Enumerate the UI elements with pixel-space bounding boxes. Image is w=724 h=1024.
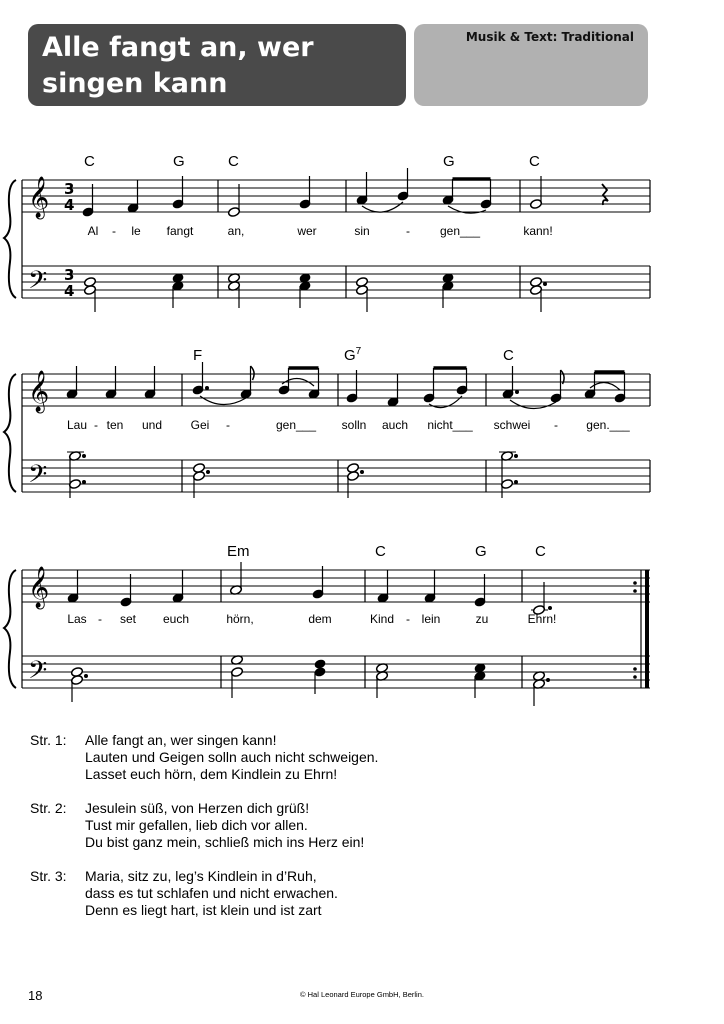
verse-line: Lauten und Geigen solln auch nicht schweigen.: [85, 749, 379, 765]
barlines: [22, 570, 522, 688]
lyrics: [67, 418, 630, 432]
time-signature: [64, 180, 74, 300]
lyric: Kind: [369, 612, 395, 626]
verse: [30, 732, 690, 783]
lyric: Al: [87, 224, 99, 238]
verse: [30, 800, 690, 851]
repeat-barline: [633, 570, 649, 688]
barlines: [22, 180, 650, 298]
lyric: le: [131, 224, 141, 238]
treble-clef: 𝄞: [28, 177, 50, 218]
bass-clef: 𝄢: [28, 460, 48, 495]
lyrics: [88, 224, 553, 238]
lyric: hörn,: [226, 612, 254, 626]
svg-text:4: 4: [64, 196, 75, 214]
lyric: wer: [297, 224, 317, 238]
verse-lines: [85, 868, 338, 919]
brace: [4, 180, 16, 298]
lyric: -: [406, 612, 410, 626]
chord-symbol: C: [84, 153, 95, 170]
lyric: sin: [354, 224, 370, 238]
bass-clef: 𝄢: [28, 266, 48, 301]
treble-staff: [22, 180, 650, 212]
composer-credit: Musik & Text: Traditional: [465, 30, 634, 44]
page-number: 18: [28, 988, 43, 1003]
chord-symbol: C: [375, 543, 386, 560]
lyric: -: [94, 418, 98, 432]
chord-symbol: Em: [227, 543, 250, 560]
verse-line: Alle fangt an, wer singen kann!: [85, 732, 277, 748]
verse-line: Lasset euch hörn, dem Kindlein zu Ehrn!: [85, 766, 338, 782]
lyric: -: [226, 418, 230, 432]
lyric: -: [98, 612, 102, 626]
lyric: gen___: [439, 224, 481, 238]
lyric: Ehrn!: [527, 612, 557, 626]
brace: [4, 374, 16, 492]
verse-line: Denn es liegt hart, ist klein und ist zart: [85, 902, 322, 918]
system-3: [4, 543, 650, 706]
chord-symbol: C: [529, 153, 540, 170]
chord-symbol: C: [503, 347, 514, 364]
treble-clef: 𝄞: [28, 567, 50, 608]
treble-clef: 𝄞: [28, 371, 50, 412]
lyric: und: [141, 418, 163, 432]
system-2: [4, 346, 650, 498]
system-1: [4, 153, 650, 312]
bass-notes: [84, 273, 547, 312]
chord-symbol: C: [535, 543, 546, 560]
lyric: an,: [227, 224, 245, 238]
treble-notes: [66, 362, 626, 407]
barlines: [22, 374, 650, 492]
lyric: -: [406, 224, 410, 238]
chord-symbol: C: [228, 153, 239, 170]
verse-line: Jesulein süß, von Herzen dich grüß!: [85, 800, 310, 816]
chord-symbol: G: [443, 153, 455, 170]
bass-clef: 𝄢: [28, 656, 48, 691]
lyric: Lau: [66, 418, 88, 432]
chord-symbol: G: [475, 543, 487, 560]
copyright-notice: © Hal Leonard Europe GmbH, Berlin.: [300, 990, 424, 999]
lyric: gen.___: [586, 418, 630, 432]
verse-line: Du bist ganz mein, schließ mich ins Herz ein!: [85, 834, 365, 850]
chord-extension: 7: [355, 346, 362, 357]
verse-lines: [85, 800, 364, 851]
svg-text:3: 3: [64, 180, 75, 198]
lyric: set: [119, 612, 137, 626]
bass-staff: [22, 656, 650, 688]
chord-symbols: [193, 346, 514, 364]
lyric: euch: [162, 612, 190, 626]
bass-notes: [67, 451, 518, 498]
slurs: [200, 378, 620, 408]
treble-notes: [81, 168, 608, 217]
chord-symbol: G: [173, 153, 185, 170]
bass-staff: [22, 266, 650, 298]
chord-symbols: [227, 543, 546, 560]
treble-staff: [22, 570, 650, 602]
bass-staff: [22, 460, 650, 492]
svg-text:3: 3: [64, 266, 75, 284]
lyric: schwei: [493, 418, 531, 432]
brace: [4, 570, 16, 688]
verse-label: Str. 1:: [30, 732, 67, 748]
chord-symbols: [84, 153, 540, 170]
chord-symbol: F: [193, 347, 203, 364]
chord-symbol: [344, 346, 362, 364]
lyric: fangt: [166, 224, 194, 238]
verse-label: Str. 3:: [30, 868, 67, 884]
lyric: auch: [381, 418, 409, 432]
verses-section: [30, 732, 690, 936]
lyric: Gei: [190, 418, 210, 432]
verse-label: Str. 2:: [30, 800, 67, 816]
chord-symbol-g7: G: [344, 347, 356, 364]
lyric: zu: [475, 612, 489, 626]
verse-lines: [85, 732, 378, 783]
verse: [30, 868, 690, 919]
lyric: -: [112, 224, 116, 238]
lyric: ten: [106, 418, 124, 432]
song-title: Alle fangt an, wer singen kann: [42, 32, 314, 99]
lyric: solln: [341, 418, 367, 432]
lyric: lein: [421, 612, 441, 626]
lyrics: [67, 612, 556, 626]
lyric: Las: [67, 612, 87, 626]
svg-text:4: 4: [64, 282, 75, 300]
verse-line: Maria, sitz zu, leg’s Kindlein in d’Ruh,: [85, 868, 317, 884]
lyric: -: [554, 418, 558, 432]
lyric: nicht___: [427, 418, 473, 432]
lyric: gen___: [275, 418, 317, 432]
lyric: dem: [308, 612, 332, 626]
verse-line: dass es tut schlafen und nicht erwachen.: [85, 885, 338, 901]
verse-line: Tust mir gefallen, lieb dich vor allen.: [85, 817, 308, 833]
lyric: kann!: [523, 224, 553, 238]
